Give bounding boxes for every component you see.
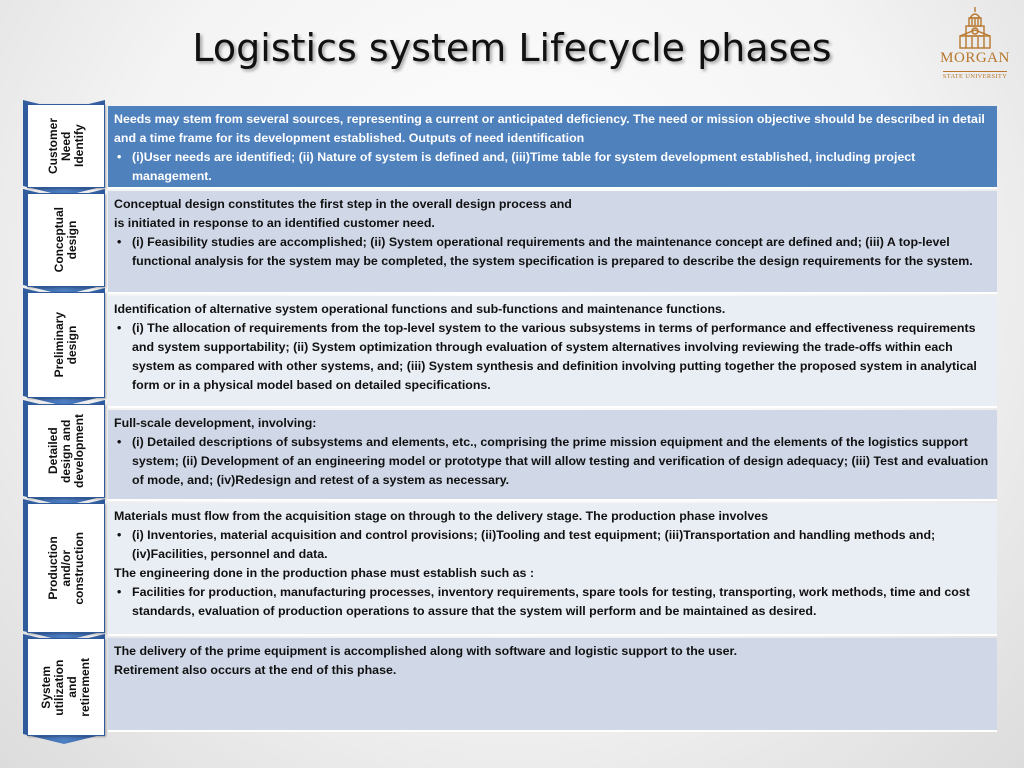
phase-label-box (27, 292, 105, 398)
phase-label: Detailed design and development (45, 413, 86, 488)
description-text: Needs may stem from several sources, representing a current or anticipated deficiency. The need or mission objective should be described in detail and a time frame for its development established. Outputs of need identification (114, 112, 985, 145)
description-text: Retirement also occurs at the end of this phase. (114, 663, 397, 677)
description-bullet: • (i) Inventories, material acquisition and control provisions; (ii)Tooling and test equipment; (iii)Transportation and handling methods and; (iv)Facilities, personnel and data. (114, 526, 991, 564)
phase-description (108, 503, 997, 636)
university-logo (932, 6, 1018, 80)
description-text: Full-scale development, involving: (114, 416, 317, 430)
description-text: is initiated in response to an identified customer need. (114, 216, 435, 230)
phase-description (108, 638, 997, 732)
phase-label-box (27, 404, 105, 498)
tower-icon (955, 6, 995, 50)
phase-label: Customer Need Identify (45, 117, 86, 174)
phase-label: Preliminary design (52, 312, 79, 378)
phase-label: Conceptual design (52, 207, 79, 273)
description-bullet: • (i)User needs are identified; (ii) Nature of system is defined and, (iii)Time table for system development established, including project management. (114, 148, 991, 186)
phase-description (108, 191, 997, 294)
phase-description (108, 296, 997, 408)
description-bullet: • (i) Feasibility studies are accomplished; (ii) System operational requirements and the maintenance concept are defined and; (iii) A top-level functional analysis for the system may be completed, the system specification is prepared to describe the design requirements for the system. (114, 233, 991, 271)
description-text: Materials must flow from the acquisition stage on through to the delivery stage. The production phase involves (114, 509, 769, 523)
phase-label-box (27, 193, 105, 287)
phase-description (108, 106, 997, 189)
phase-label: Production and/or construction (45, 531, 86, 605)
description-text: Conceptual design constitutes the first step in the overall design process and (114, 197, 572, 211)
phase-label-box (27, 503, 105, 633)
phase-description (108, 410, 997, 501)
phase-label-box (27, 104, 105, 188)
description-bullet: • (i) The allocation of requirements from the top-level system to the various subsystems in terms of performance and effectiveness requirements and system supportability; (ii) System optimization through evaluation of system alternatives involving reviewing the trade-offs within each system as compared with other systems, and; (iii) System synthesis and definition involving putting together the proposed system in analytical form or in a physical model based on detailed specifications. (114, 319, 991, 395)
description-text: The engineering done in the production phase must establish such as : (114, 566, 534, 580)
description-text: The delivery of the prime equipment is accomplished along with software and logistic support to the user. (114, 644, 738, 658)
slide-title: Logistics system Lifecycle phases (192, 26, 832, 70)
logo-subtitle: STATE UNIVERSITY (942, 73, 1008, 80)
description-text: Identification of alternative system operational functions and sub-functions and maintenance functions. (114, 302, 726, 316)
phase-label-box (27, 638, 105, 736)
description-bullet: • Facilities for production, manufacturing processes, inventory requirements, spare tools for testing, transporting, work methods, time and cost standards, evaluation of production operations to assure that the system will perform and be maintained as desired. (114, 583, 991, 621)
description-bullet: • (i) Detailed descriptions of subsystems and elements, etc., comprising the prime mission equipment and the elements of the logistics support system; (ii) Development of an engineering model or prototype that will allow testing and verification of design adequacy; (iii) Test and evaluation of mode, and; (iv)Redesign and retest of a system as necessary. (114, 433, 991, 490)
phase-label: System utilization and retirement (39, 657, 92, 717)
logo-name: MORGAN (940, 50, 1010, 66)
